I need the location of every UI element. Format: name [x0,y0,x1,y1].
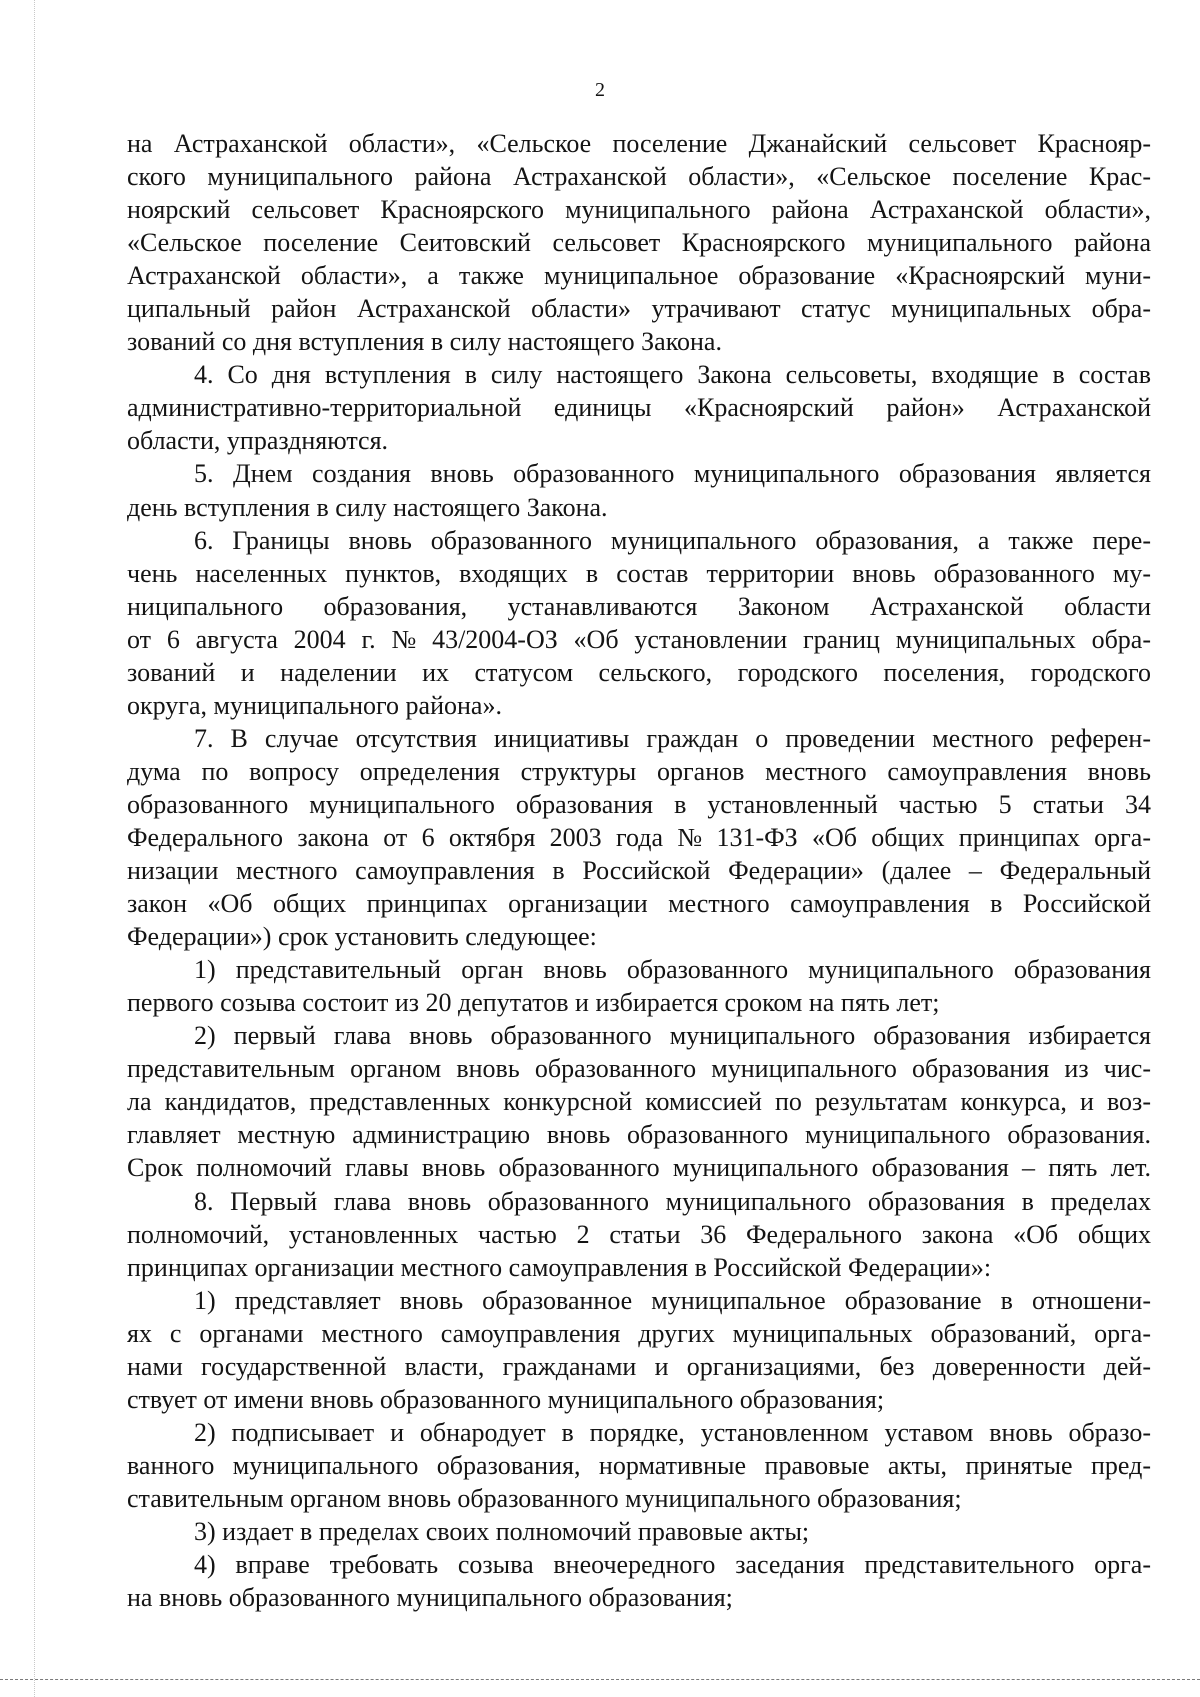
text-line-content: 2) первый глава вновь образованного муниципального образования избирается [194,1021,1151,1051]
text-line-content: округа, муниципального района». [127,690,502,720]
text-line [127,821,1151,854]
text-line [127,226,1151,259]
text-line-content: ноярский сельсовет Красноярского муниципального района Астраханской области», [127,195,1151,225]
text-line-content: ниципального образования, устанавливаются Законом Астраханской области [127,591,1151,621]
text-line-content: полномочий, установленных частью 2 статьи 36 Федерального закона «Об общих [127,1219,1151,1249]
document-body [127,127,1151,1614]
text-line-content: ствует от имени вновь образованного муниципального образования; [127,1384,885,1414]
text-line [127,391,1151,424]
text-line-content: Федерации») срок установить следующее: [127,922,597,952]
text-line [127,1251,1151,1284]
text-line-content: ципальный район Астраханской области» утрачивают статус муниципальных обра- [127,294,1151,324]
text-line-content: ставительным органом вновь образованного муниципального образования; [127,1483,962,1513]
text-line-content: представительным органом вновь образованного муниципального образования из чис- [127,1054,1151,1084]
text-line [127,1019,1151,1052]
text-line-content: образованного муниципального образования в установленный частью 5 статьи 34 [127,789,1151,819]
text-line [127,292,1151,325]
text-line-content: низации местного самоуправления в Российской Федерации» (далее – Федеральный [127,856,1151,886]
text-line [127,854,1151,887]
text-line [127,1416,1151,1449]
page-bottom-rule [0,1679,1200,1680]
text-line-content: Федерального закона от 6 октября 2003 года № 131-ФЗ «Об общих принципах орга- [127,822,1151,852]
text-line [127,424,1151,457]
text-line-content: 6. Границы вновь образованного муниципального образования, а также пере- [194,525,1151,555]
text-line-content: ского муниципального района Астраханской области», «Сельское поселение Крас- [127,162,1151,192]
text-line [127,788,1151,821]
text-line [127,1350,1151,1383]
text-line [127,491,1151,524]
text-line-content: 4. Со дня вступления в силу настоящего Закона сельсоветы, входящие в состав [194,360,1151,390]
text-line [127,722,1151,755]
text-line [127,1383,1151,1416]
text-line [127,1151,1151,1184]
text-line [127,457,1151,490]
text-line [127,1284,1151,1317]
text-line [127,325,1151,358]
text-line-content: главляет местную администрацию вновь образованного муниципального образования. [127,1120,1151,1150]
text-line [127,755,1151,788]
text-line-content: 2) подписывает и обнародует в порядке, установленном уставом вновь образо- [194,1417,1151,1447]
text-line [127,689,1151,722]
text-line-content: 8. Первый глава вновь образованного муниципального образования в пределах [194,1186,1151,1216]
text-line-content: зований со дня вступления в силу настоящего Закона. [127,327,722,357]
text-line [127,1515,1151,1548]
text-line-content: 5. Днем создания вновь образованного муниципального образования является [194,459,1151,489]
text-line [127,1449,1151,1482]
text-line-content: 1) представительный орган вновь образованного муниципального образования [194,955,1151,985]
text-line [127,1218,1151,1251]
text-line [127,953,1151,986]
text-line [127,1185,1151,1218]
text-line-content: ях с органами местного самоуправления других муниципальных образований, орга- [127,1318,1151,1348]
text-line [127,1085,1151,1118]
text-line [127,1052,1151,1085]
text-line-content: 1) представляет вновь образованное муниципальное образование в отношени- [194,1285,1151,1315]
text-line-content: принципах организации местного самоуправления в Российской Федерации»: [127,1252,992,1282]
text-line [127,1548,1151,1581]
text-line [127,986,1151,1019]
text-line-content: ла кандидатов, представленных конкурсной комиссией по результатам конкурса, и воз- [127,1087,1151,1117]
text-line [127,1317,1151,1350]
text-line-content: на Астраханской области», «Сельское поселение Джанайский сельсовет Краснояр- [127,129,1151,158]
text-line-content: Астраханской области», а также муниципальное образование «Красноярский муни- [127,261,1151,291]
text-line [127,623,1151,656]
text-line [127,656,1151,689]
text-line [127,557,1151,590]
text-line [127,920,1151,953]
text-line-content: ванного муниципального образования, нормативные правовые акты, принятые пред- [127,1450,1151,1480]
text-line [127,193,1151,226]
text-line-content: первого созыва состоит из 20 депутатов и избирается сроком на пять лет; [127,988,940,1018]
text-line [127,887,1151,920]
text-line [127,590,1151,623]
text-line [127,1581,1151,1614]
text-line-content: зований и наделении их статусом сельского, городского поселения, городского [127,657,1151,687]
text-line [127,127,1151,160]
text-line-content: чень населенных пунктов, входящих в состав территории вновь образованного му- [127,558,1151,588]
text-line-content: 3) издает в пределах своих полномочий правовые акты; [194,1516,810,1546]
text-line-content: «Сельское поселение Сеитовский сельсовет Красноярского муниципального района [127,228,1151,258]
text-line-content: области, упраздняются. [127,426,389,456]
text-line [127,259,1151,292]
text-line-content: Срок полномочий главы вновь образованного муниципального образования – пять лет. [127,1153,1151,1183]
text-line-content: закон «Об общих принципах организации местного самоуправления в Российской [127,889,1151,919]
text-line [127,358,1151,391]
text-line-content: 4) вправе требовать созыва внеочередного заседания представительного орга- [194,1550,1151,1580]
text-line-content: день вступления в силу настоящего Закона. [127,492,608,522]
text-line [127,160,1151,193]
text-line-content: нами государственной власти, гражданами и организациями, без доверенности дей- [127,1351,1151,1381]
text-line-content: от 6 августа 2004 г. № 43/2004-ОЗ «Об установлении границ муниципальных обра- [127,624,1151,654]
scan-left-edge [34,0,35,1697]
text-line [127,524,1151,557]
text-line-content: дума по вопросу определения структуры органов местного самоуправления вновь [127,756,1151,786]
text-line [127,1482,1151,1515]
text-line [127,1118,1151,1151]
text-line-content: 7. В случае отсутствия инициативы граждан о проведении местного референ- [194,723,1151,753]
text-line-content: на вновь образованного муниципального образования; [127,1583,733,1613]
page-number: 2 [595,79,605,101]
text-line-content: административно-территориальной единицы «Красноярский район» Астраханской [127,393,1151,423]
